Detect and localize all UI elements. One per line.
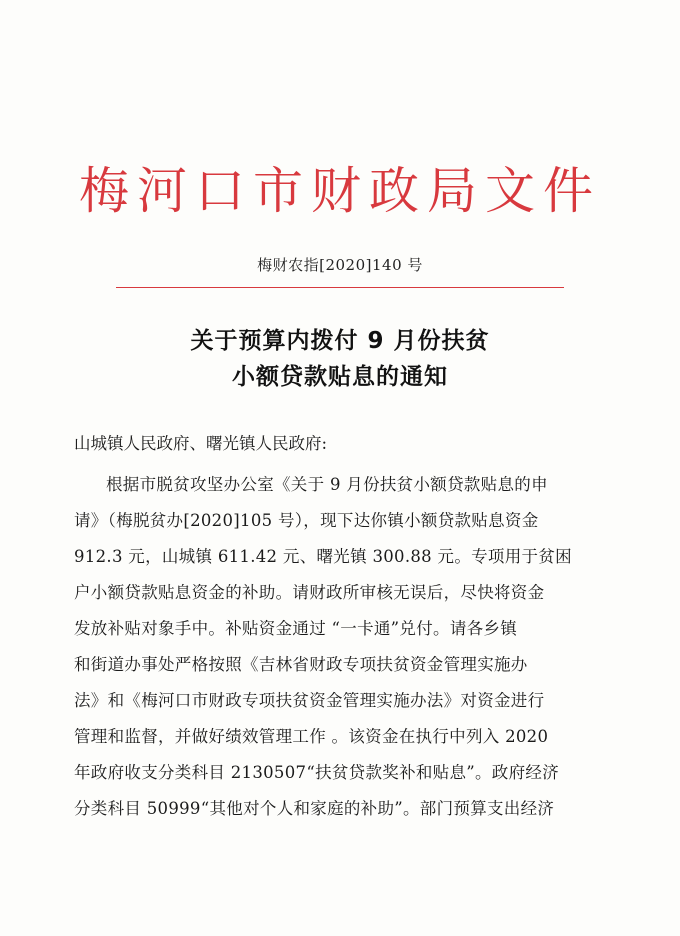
body-text-line: 根据市脱贫攻坚办公室《关于 9 月份扶贫小额贷款贴息的申 <box>106 475 548 494</box>
notice-title-line-2: 小额贷款贴息的通知 <box>232 364 448 390</box>
red-divider-line <box>116 287 564 288</box>
body-text-line: 管理和监督，并做好绩效管理工作 。该资金在执行中列入 2020 <box>74 727 549 746</box>
salutation: 山城镇人民政府、曙光镇人民政府: <box>74 434 328 453</box>
body-text-line: 户小额贷款贴息资金的补助。请财政所审核无误后，尽快将资金 <box>74 583 545 602</box>
body-text-line: 发放补贴对象手中。补贴资金通过 “一卡通”兑付。请各乡镇 <box>74 619 518 638</box>
document-number: 梅财农指[2020]140 号 <box>257 256 423 274</box>
body-text-line: 分类科目 50999“其他对个人和家庭的补助”。部门预算支出经济 <box>74 799 555 818</box>
notice-title-line-1: 关于预算内拨付 9 月份扶贫 <box>190 328 490 354</box>
body-text-line: 法》和《梅河口市财政专项扶贫资金管理实施办法》对资金进行 <box>74 691 545 710</box>
body-text-line: 年政府收支分类科目 2130507“扶贫贷款奖补和贴息”。政府经济 <box>74 763 559 782</box>
body-text-line: 912.3 元，山城镇 611.42 元、曙光镇 300.88 元。专项用于贫困 <box>74 547 572 566</box>
body-text-line: 请》（梅脱贫办[2020]105 号），现下达你镇小额贷款贴息资金 <box>74 511 539 530</box>
issuing-authority-header: 梅河口市财政局文件 <box>79 162 601 220</box>
body-text-line: 和街道办事处严格按照《吉林省财政专项扶贫资金管理实施办 <box>74 655 528 674</box>
